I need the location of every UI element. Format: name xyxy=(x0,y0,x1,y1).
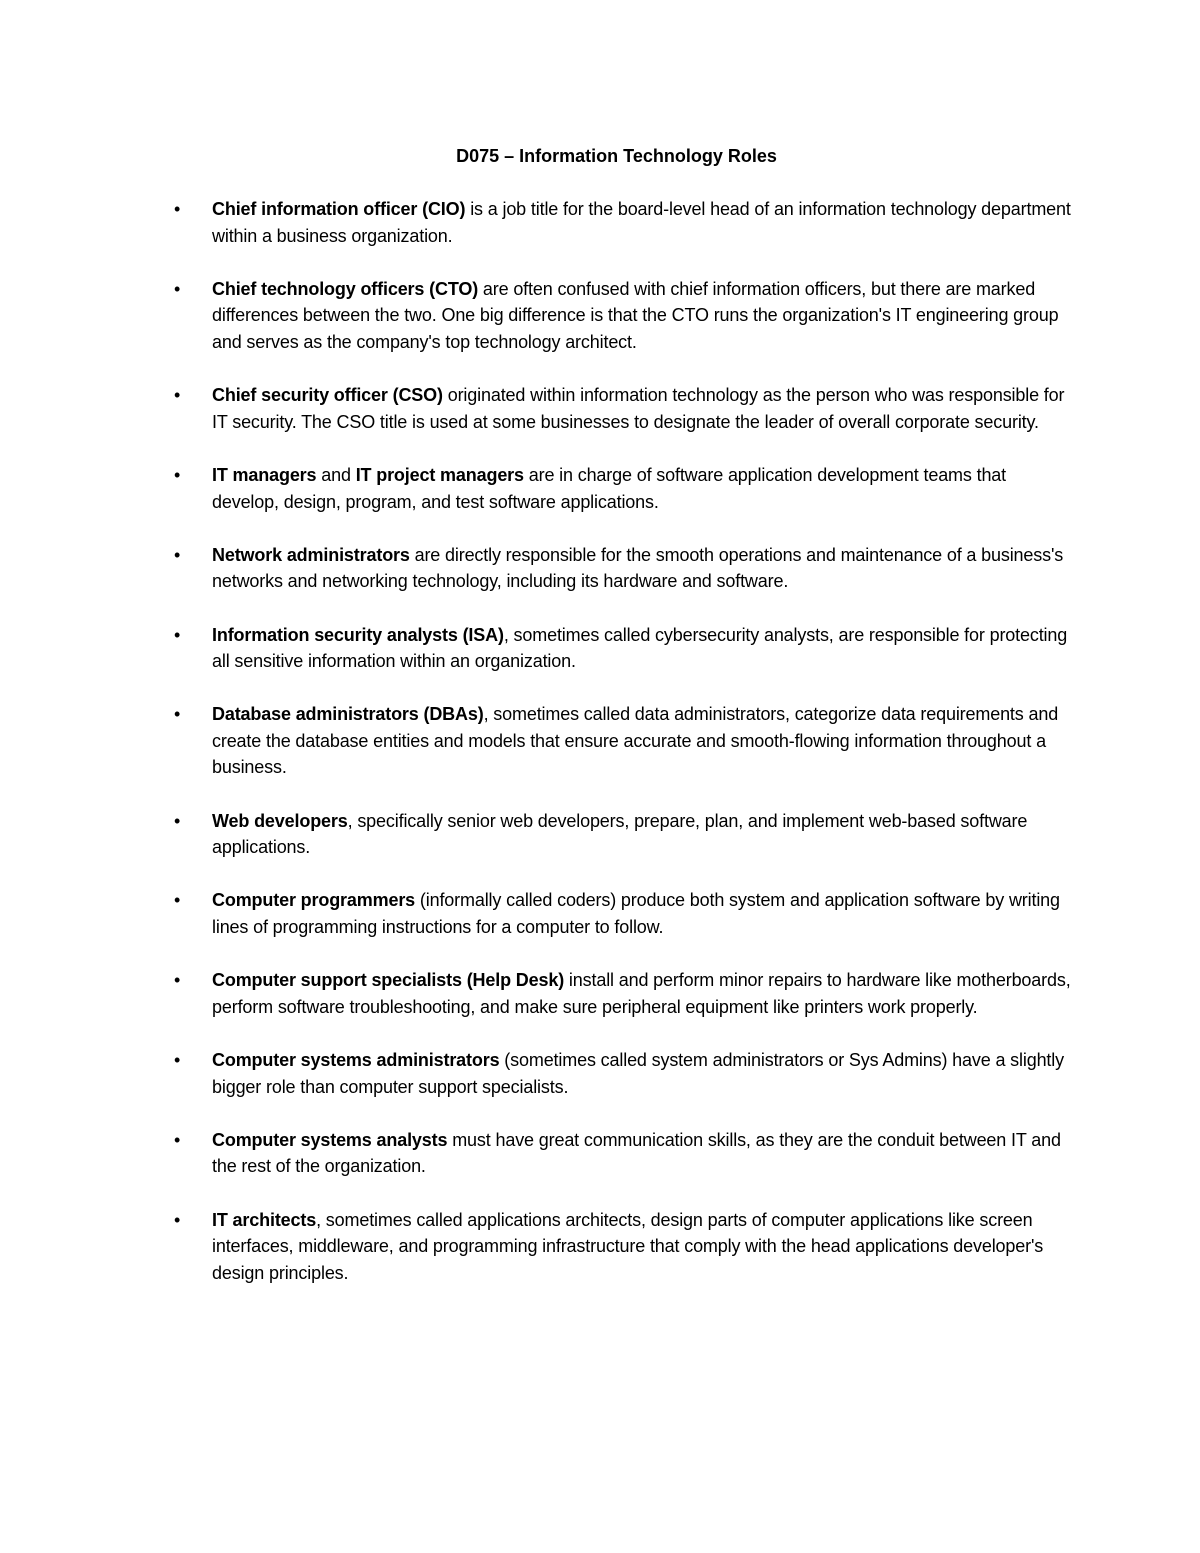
bullet-icon: • xyxy=(174,890,181,911)
role-list-item xyxy=(174,542,1072,595)
role-term: Computer programmers xyxy=(212,890,416,911)
role-term: Network administrators xyxy=(212,544,410,565)
bullet-icon: • xyxy=(174,1050,181,1070)
role-list-item xyxy=(174,967,1072,1020)
role-description: , specifically senior web developers, prepare, plan, and implement web-based software applications. xyxy=(212,810,1028,858)
role-term: Chief security officer (CSO) xyxy=(212,385,443,406)
bullet-icon: • xyxy=(174,810,181,831)
role-list-item xyxy=(174,462,1072,515)
bullet-icon: • xyxy=(174,278,181,299)
role-term: Chief technology officers (CTO) xyxy=(212,278,479,299)
role-term: Information security analysts (ISA) xyxy=(212,624,504,645)
role-description: originated within information technology as the person who was responsible for IT security. The CSO title is used at some businesses to designate the leader of overall corporate security. xyxy=(212,385,1065,432)
role-list-item xyxy=(174,196,1072,249)
role-list-item xyxy=(174,382,1072,435)
document-title: D075 – Information Technology Roles xyxy=(456,146,777,166)
role-description: are often confused with chief information officers, but there are marked differences between the two. One big difference is that the CTO runs the organization's IT engineering group and serves as the company's top technology architect. xyxy=(212,278,1059,352)
role-list-item xyxy=(174,808,1072,861)
role-term: Database administrators (DBAs) xyxy=(212,704,484,725)
role-description: (informally called coders) produce both system and application software by writing lines of programming instructions for a computer to follow. xyxy=(212,890,1060,938)
role-term: IT architects xyxy=(212,1209,317,1230)
role-term: Web developers xyxy=(212,810,348,831)
role-description: install and perform minor repairs to hardware like motherboards, perform software troubleshooting, and make sure peripheral equipment like printers work properly. xyxy=(212,970,1071,1017)
role-list-item xyxy=(174,1207,1072,1287)
role-term: IT project managers xyxy=(355,464,524,485)
bullet-icon: • xyxy=(174,704,181,725)
role-list-item xyxy=(174,1047,1072,1100)
role-description: are in charge of software application development teams that develop, design, program, and test software applications. xyxy=(212,464,1007,512)
bullet-icon: • xyxy=(174,544,181,565)
role-description: and xyxy=(316,464,356,485)
role-term: Chief information officer (CIO) xyxy=(212,199,466,219)
role-description: , sometimes called cybersecurity analysts, are responsible for protecting all sensitive information within an organization. xyxy=(212,624,1068,672)
role-description: is a job title for the board-level head of an information technology department within a business organization. xyxy=(212,199,1071,246)
bullet-icon: • xyxy=(174,1209,181,1230)
role-description: must have great communication skills, as they are the conduit between IT and the rest of the organization. xyxy=(212,1129,1061,1177)
role-description: , sometimes called data administrators, categorize data requirements and create the database entities and models that ensure accurate and smooth-flowing information throughout a business. xyxy=(212,704,1059,778)
role-list-item xyxy=(174,887,1072,940)
role-term: Computer support specialists (Help Desk) xyxy=(212,970,565,991)
bullet-icon: • xyxy=(174,464,181,485)
role-description: are directly responsible for the smooth operations and maintenance of a business's networks and networking technology, including its hardware and software. xyxy=(212,544,1064,592)
role-description: (sometimes called system administrators or Sys Admins) have a slightly bigger role than computer support specialists. xyxy=(212,1050,1064,1097)
bullet-icon: • xyxy=(174,385,181,406)
role-term: IT managers xyxy=(212,464,317,485)
role-list-item xyxy=(174,701,1072,781)
role-list-item xyxy=(174,276,1072,356)
role-list-item xyxy=(174,622,1072,675)
role-term: Computer systems analysts xyxy=(212,1129,448,1150)
bullet-icon: • xyxy=(174,624,181,645)
bullet-icon: • xyxy=(174,199,181,219)
role-description: , sometimes called applications architects, design parts of computer applications like screen interfaces, middleware, and programming infrastructure that comply with the head applications developer's design principles. xyxy=(212,1209,1044,1283)
role-term: Computer systems administrators xyxy=(212,1050,500,1070)
role-list-item xyxy=(174,1127,1072,1180)
roles-bullet-list xyxy=(174,196,1072,1313)
bullet-icon: • xyxy=(174,1129,181,1150)
bullet-icon: • xyxy=(174,970,181,991)
